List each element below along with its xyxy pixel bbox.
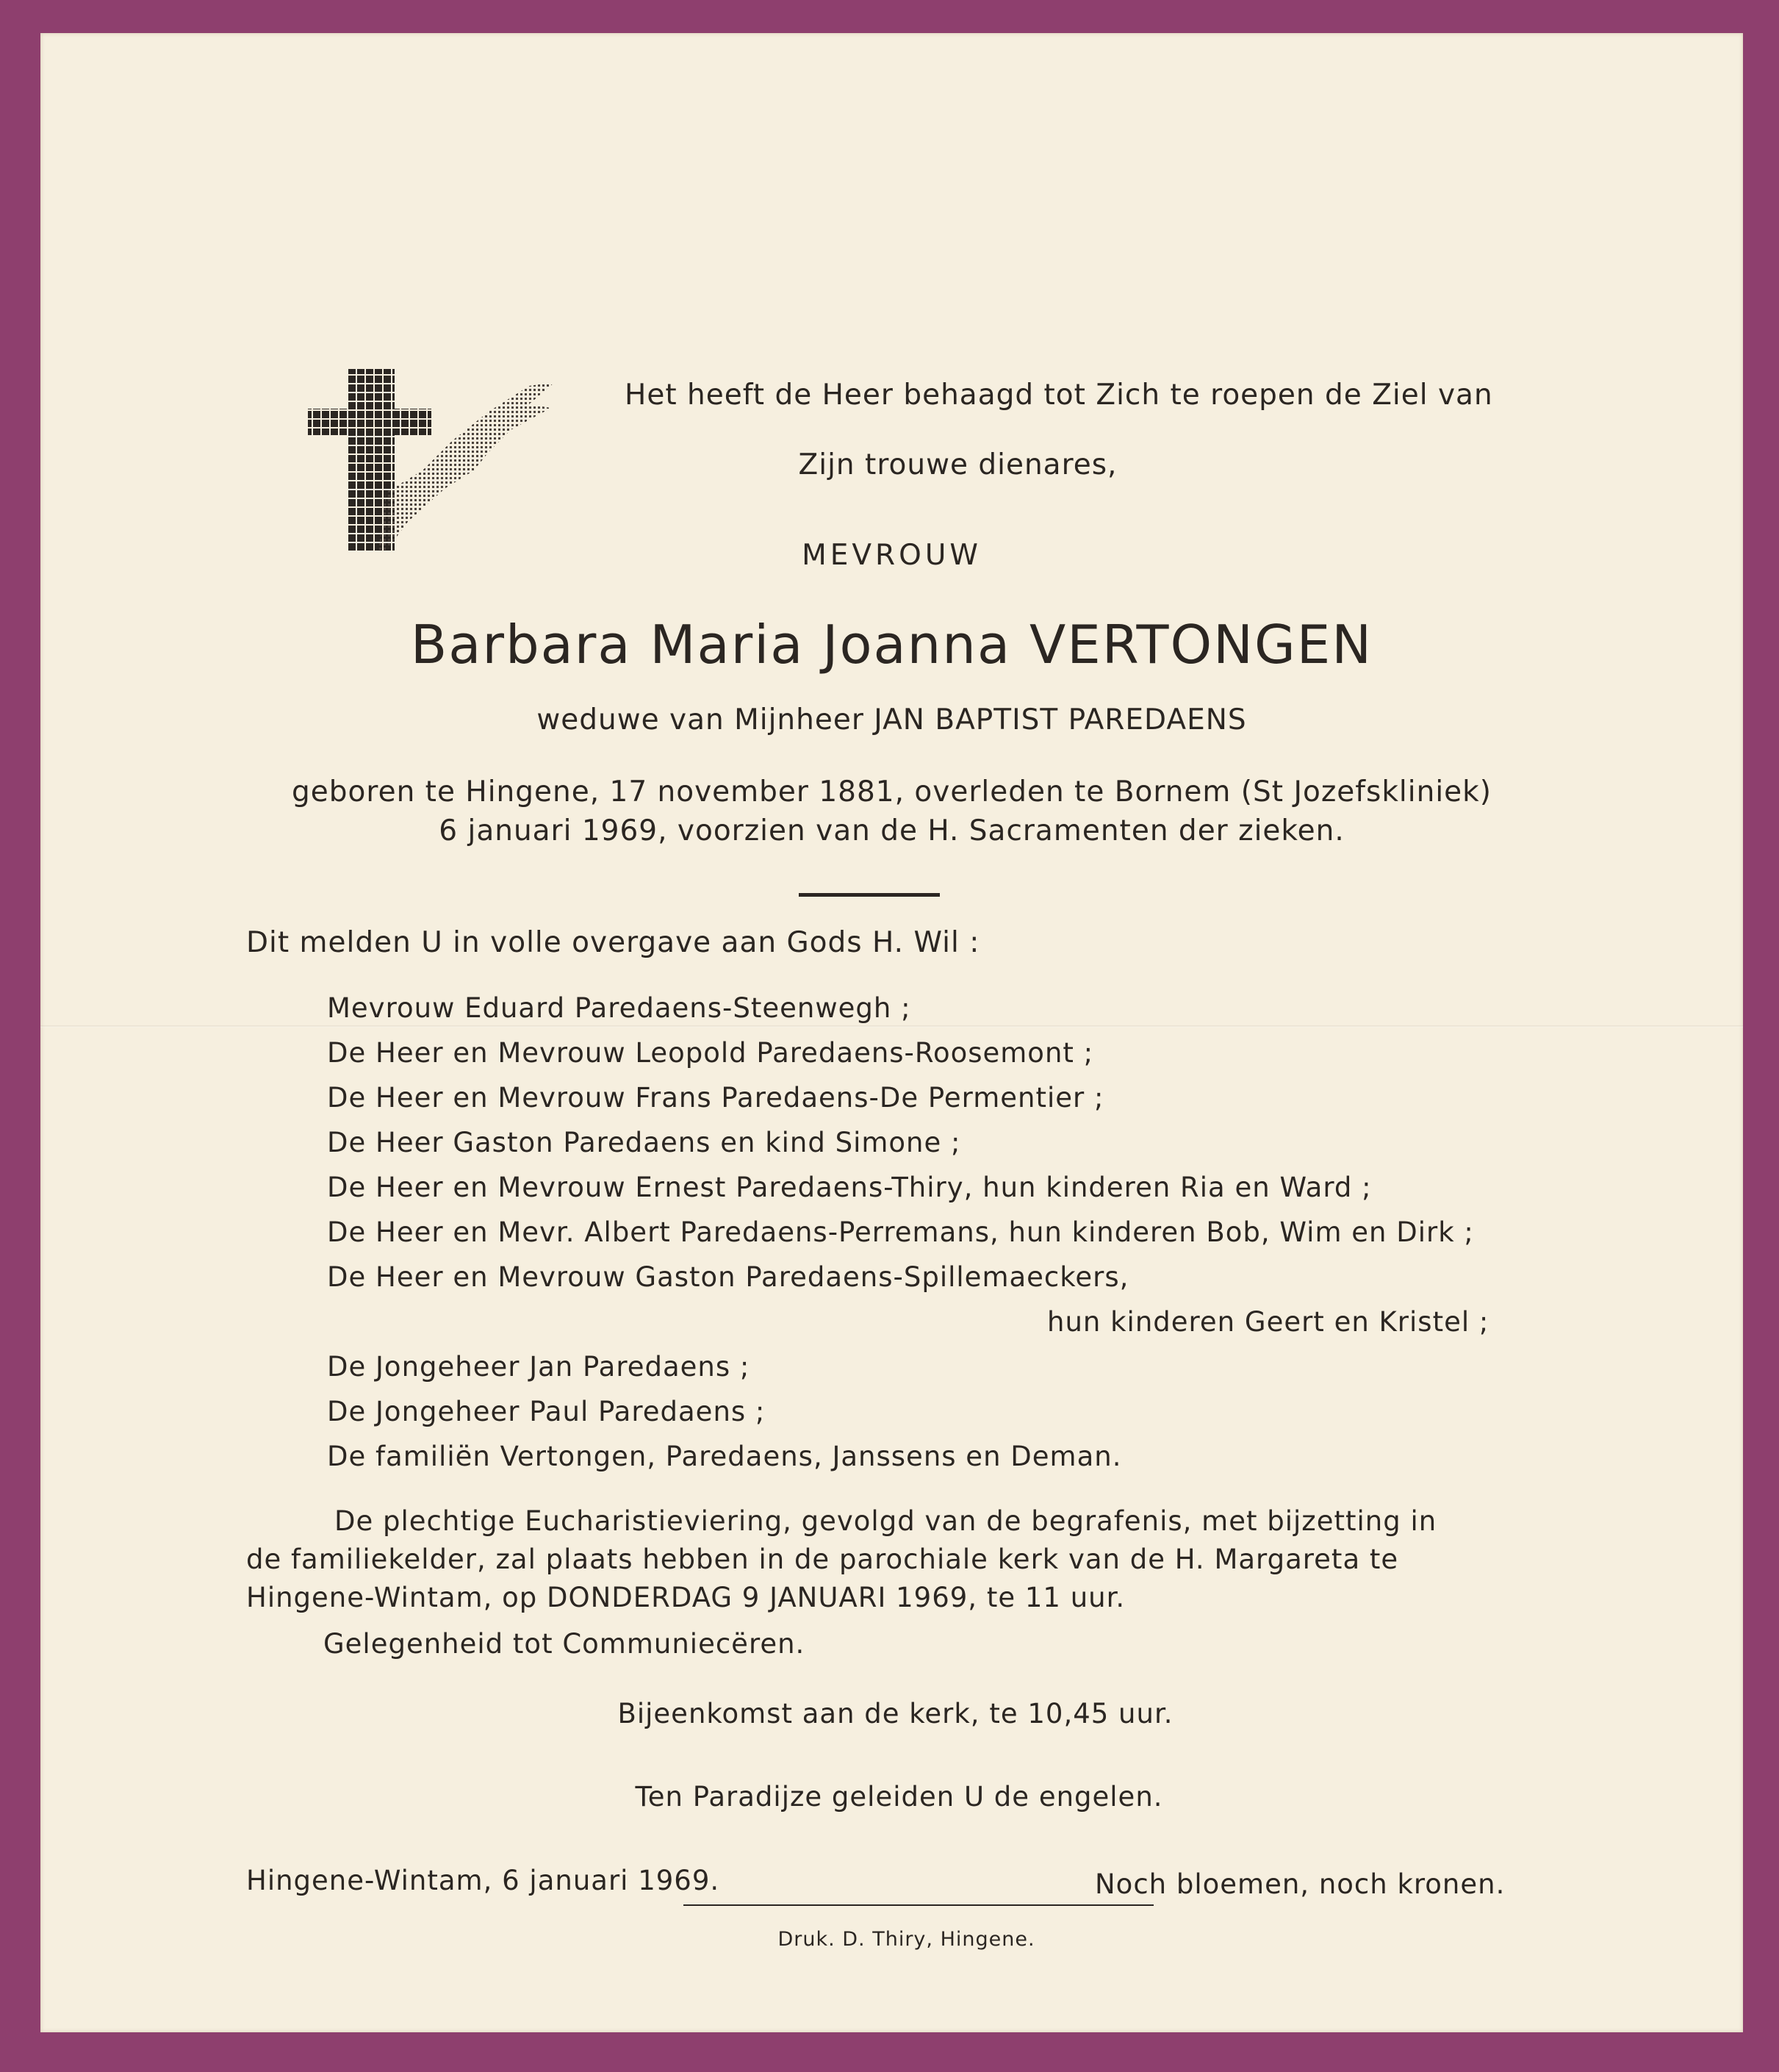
intro-line-2: Zijn trouwe dienares, bbox=[798, 448, 1118, 481]
fold-line bbox=[40, 1025, 1743, 1028]
ceremony-line-2: de familiekelder, zal plaats hebben in de parochiale kerk van de H. Margareta te bbox=[246, 1544, 1399, 1575]
family-line: De Heer en Mevrouw Leopold Paredaens-Roosemont ; bbox=[327, 1037, 1094, 1069]
family-line: De Jongeheer Paul Paredaens ; bbox=[327, 1396, 766, 1427]
cross-with-dove-icon bbox=[268, 331, 562, 551]
printer-credit: Druk. D. Thiry, Hingene. bbox=[777, 1928, 1035, 1951]
ceremony-line-3: Hingene-Wintam, op DONDERDAG 9 JANUARI 1969, te 11 uur. bbox=[246, 1582, 1126, 1613]
family-line: De Heer en Mevrouw Ernest Paredaens-Thiry, hun kinderen Ria en Ward ; bbox=[327, 1172, 1372, 1203]
family-line: Mevrouw Eduard Paredaens-Steenwegh ; bbox=[327, 992, 911, 1024]
gathering-note: Bijeenkomst aan de kerk, te 10,45 uur. bbox=[617, 1698, 1174, 1729]
title-mevrouw: MEVROUW bbox=[802, 539, 982, 572]
widow-of: weduwe van Mijnheer JAN BAPTIST PAREDAENS bbox=[536, 703, 1247, 736]
family-line: De Heer en Mevrouw Gaston Paredaens-Spillemaeckers, bbox=[327, 1261, 1129, 1293]
family-line: De Heer en Mevrouw Frans Paredaens-De Permentier ; bbox=[327, 1082, 1104, 1114]
birth-death-line-1: geboren te Hingene, 17 november 1881, overleden te Bornem (St Jozefskliniek) bbox=[292, 775, 1492, 809]
family-line: De Heer Gaston Paredaens en kind Simone ; bbox=[327, 1127, 961, 1158]
family-line: De Jongeheer Jan Paredaens ; bbox=[327, 1351, 750, 1383]
place-date: Hingene-Wintam, 6 januari 1969. bbox=[246, 1865, 720, 1896]
no-flowers-note: Noch bloemen, noch kronen. bbox=[1095, 1868, 1506, 1900]
separator-rule bbox=[799, 893, 940, 897]
family-line: De familiën Vertongen, Paredaens, Janssens en Deman. bbox=[327, 1441, 1122, 1472]
ceremony-line-1: De plechtige Eucharistieviering, gevolgd van de begrafenis, met bijzetting in bbox=[334, 1505, 1437, 1537]
birth-death-line-2: 6 januari 1969, voorzien van de H. Sacramenten der zieken. bbox=[439, 814, 1345, 847]
blessing: Ten Paradijze geleiden U de engelen. bbox=[635, 1781, 1163, 1813]
family-line-continuation: hun kinderen Geert en Kristel ; bbox=[1047, 1306, 1489, 1338]
announce-intro: Dit melden U in volle overgave aan Gods H. Wil : bbox=[246, 926, 980, 959]
deceased-name: Barbara Maria Joanna VERTONGEN bbox=[410, 614, 1373, 675]
communion-note: Gelegenheid tot Communiecëren. bbox=[323, 1628, 805, 1660]
family-line: De Heer en Mevr. Albert Paredaens-Perremans, hun kinderen Bob, Wim en Dirk ; bbox=[327, 1216, 1474, 1248]
intro-line-1: Het heeft de Heer behaagd tot Zich te roepen de Ziel van bbox=[625, 379, 1493, 412]
footer-rule bbox=[683, 1904, 1154, 1906]
memorial-card bbox=[40, 33, 1743, 2032]
